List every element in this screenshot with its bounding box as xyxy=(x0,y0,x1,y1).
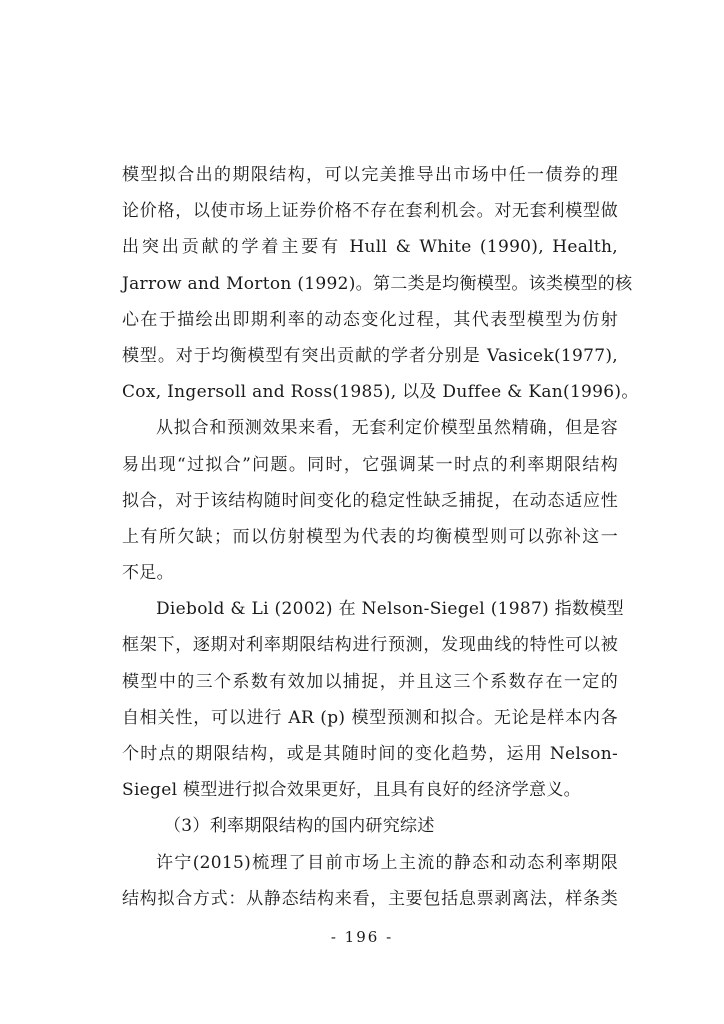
body-text xyxy=(122,157,639,917)
text-line: 模型。对于均衡模型有突出贡献的学者分别是 Vasicek(1977), xyxy=(122,345,618,366)
text-line: 论价格，以使市场上证券价格不存在套利机会。对无套利模型做 xyxy=(122,201,618,222)
text-line: 框架下，逐期对利率期限结构进行预测，发现曲线的特性可以被 xyxy=(122,635,618,656)
section-heading: （3）利率期限结构的国内研究综述 xyxy=(164,816,435,837)
text-line: 结构拟合方式：从静态结构来看，主要包括息票剥离法，样条类 xyxy=(122,888,618,909)
text-line: 个时点的期限结构，或是其随时间的变化趋势，运用 Nelson- xyxy=(122,744,618,764)
text-line: 自相关性，可以进行 AR (p) 模型预测和拟合。无论是样本内各 xyxy=(122,707,618,728)
text-line: 出突出贡献的学着主要有 Hull & White (1990), Health, xyxy=(122,237,618,258)
text-line: Cox, Ingersoll and Ross(1985), 以及 Duffee & Kan(1996)。 xyxy=(122,382,639,403)
page-number: - 196 - xyxy=(330,928,394,946)
paragraph-first-line: 从拟合和预测效果来看，无套利定价模型虽然精确，但是容 xyxy=(156,418,618,439)
text-line: 上有所欠缺；而以仿射模型为代表的均衡模型则可以弥补这一 xyxy=(122,526,618,547)
text-line: 易出现“过拟合”问题。同时，它强调某一时点的利率期限结构 xyxy=(122,454,618,475)
paragraph-first-line: Diebold & Li (2002) 在 Nelson-Siegel (1987) 指数模型 xyxy=(156,599,624,620)
paragraph-last-line: Siegel 模型进行拟合效果更好，且具有良好的经济学意义。 xyxy=(122,780,581,801)
text-line: 拟合，对于该结构随时间变化的稳定性缺乏捕捉，在动态适应性 xyxy=(122,490,618,511)
paragraph-first-line: 许宁(2015)梳理了目前市场上主流的静态和动态利率期限 xyxy=(156,852,618,873)
text-line: 心在于描绘出即期利率的动态变化过程，其代表型模型为仿射 xyxy=(122,309,618,330)
text-line: 模型拟合出的期限结构，可以完美推导出市场中任一债券的理 xyxy=(122,165,618,185)
text-line: 模型中的三个系数有效加以捕捉，并且这三个系数存在一定的 xyxy=(122,671,618,692)
paragraph-last-line: 不足。 xyxy=(122,563,174,584)
text-line: Jarrow and Morton (1992)。第二类是均衡模型。该类模型的核 xyxy=(122,273,633,294)
